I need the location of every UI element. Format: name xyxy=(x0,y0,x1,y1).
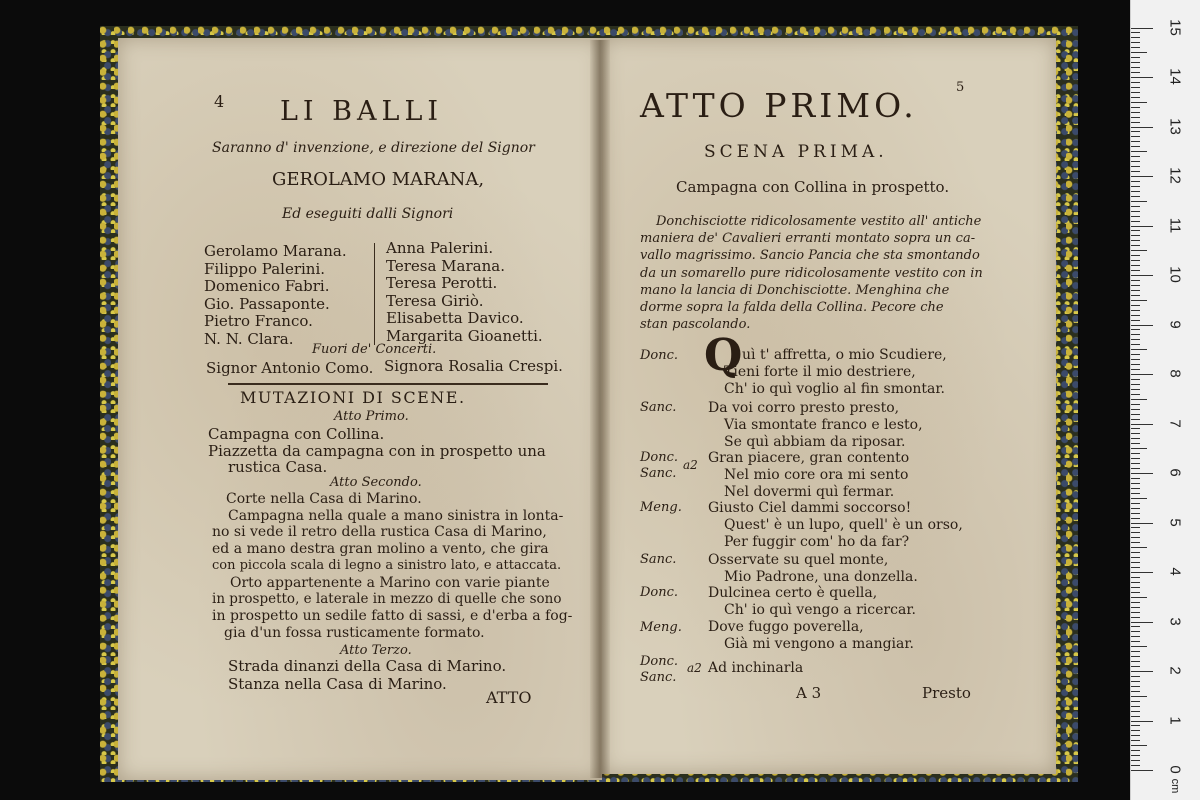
ruler-minor-tick xyxy=(1131,513,1140,514)
ruler-minor-tick xyxy=(1131,448,1147,449)
ruler-minor-tick xyxy=(1131,151,1147,152)
ruler-minor-tick xyxy=(1131,399,1147,400)
a2-marker: a2 xyxy=(687,661,702,675)
ruler-minor-tick xyxy=(1131,438,1140,439)
ruler-minor-tick xyxy=(1131,369,1140,370)
ruler-major-tick xyxy=(1131,424,1153,425)
verse-line: Ad inchinarla xyxy=(708,660,804,676)
ruler-minor-tick xyxy=(1131,750,1140,751)
ruler-label: 0 xyxy=(1166,765,1184,774)
scene-line: rustica Casa. xyxy=(228,458,328,476)
drop-cap: Q xyxy=(704,330,743,381)
ruler-minor-tick xyxy=(1131,359,1140,360)
ruler-minor-tick xyxy=(1131,651,1140,652)
verse-line: Giusto Ciel dammi soccorso! xyxy=(708,500,912,516)
scene-line: Piazzetta da campagna con in prospetto una xyxy=(208,441,546,460)
speaker-label: Donc. xyxy=(640,585,679,600)
ruler-minor-tick xyxy=(1131,488,1140,489)
scene-line: Campagna con Collina. xyxy=(208,425,385,443)
ruler-minor-tick xyxy=(1131,201,1147,202)
dancer-name: N. N. Clara. xyxy=(204,329,294,348)
ruler-minor-tick xyxy=(1131,542,1140,543)
ruler-minor-tick xyxy=(1131,166,1140,167)
ruler-label: 6 xyxy=(1166,468,1184,477)
ruler-minor-tick xyxy=(1131,235,1140,236)
ruler-minor-tick xyxy=(1131,117,1140,118)
ruler-minor-tick xyxy=(1131,537,1140,538)
ruler-minor-tick xyxy=(1131,428,1140,429)
ruler-minor-tick xyxy=(1131,458,1140,459)
ruler-minor-tick xyxy=(1131,349,1147,350)
ruler-minor-tick xyxy=(1131,245,1140,246)
ruler-minor-tick xyxy=(1131,552,1140,553)
dancer-name: Anna Palerini. xyxy=(386,239,494,257)
ruler-minor-tick xyxy=(1131,122,1140,123)
outside-concerts-heading: Fuori de' Concerti. xyxy=(312,342,437,357)
act-one-label: Atto Primo. xyxy=(334,409,409,424)
ruler-minor-tick xyxy=(1131,646,1147,647)
ruler-minor-tick xyxy=(1131,270,1140,271)
ruler-minor-tick xyxy=(1131,315,1140,316)
dancer-name: Gerolamo Marana. xyxy=(204,242,347,260)
dialogue-block xyxy=(708,619,914,653)
ruler-minor-tick xyxy=(1131,191,1140,192)
ruler-minor-tick xyxy=(1131,300,1147,301)
act-two-label: Atto Secondo. xyxy=(330,475,422,490)
ruler-minor-tick xyxy=(1131,557,1140,558)
ruler-minor-tick xyxy=(1131,280,1140,281)
ruler-label: 5 xyxy=(1166,517,1184,527)
ruler-minor-tick xyxy=(1131,656,1140,657)
stage-directions xyxy=(640,213,983,333)
ruler-minor-tick xyxy=(1131,582,1140,583)
ruler-minor-tick xyxy=(1131,161,1140,162)
ruler-label: 1 xyxy=(1166,715,1184,725)
direction-line: Donchisciotte ridicolosamente vestito all' antiche xyxy=(656,214,982,229)
left-catchword: ATTO xyxy=(486,688,532,707)
verse-line: Gran piacere, gran contento xyxy=(708,450,910,466)
direction-line: stan pascolando. xyxy=(640,317,751,333)
section-rule xyxy=(228,383,548,385)
ruler-minor-tick xyxy=(1131,32,1140,33)
dancer-name: Gio. Passaponte. xyxy=(204,294,330,313)
ruler-minor-tick xyxy=(1131,419,1140,420)
direction-line: da un somarello pure ridicolosamente vestito con in xyxy=(640,265,983,281)
scene-line: Stanza nella Casa di Marino. xyxy=(228,675,447,693)
dancers-right-column xyxy=(386,240,543,346)
dialogue-block xyxy=(724,347,947,398)
verse-line: Dulcinea certo è quella, xyxy=(708,585,878,601)
ruler-minor-tick xyxy=(1131,47,1140,48)
ruler-major-tick xyxy=(1131,770,1153,771)
speaker-label: Sanc. xyxy=(640,670,677,685)
ruler-minor-tick xyxy=(1131,587,1140,588)
performers-intro: Ed eseguiti dalli Signori xyxy=(282,206,454,222)
verse-line: Se quì abbiam da riposar. xyxy=(724,434,906,450)
ruler-minor-tick xyxy=(1131,171,1140,172)
ruler-label: 14 xyxy=(1166,68,1184,85)
scene-line: gia d'un fossa rusticamente formato. xyxy=(224,624,485,641)
measuring-ruler xyxy=(1130,0,1200,800)
verse-line: Nel mio core ora mi sento xyxy=(724,467,909,483)
ruler-minor-tick xyxy=(1131,230,1140,231)
outside-performer-left: Signor Antonio Como. xyxy=(206,359,374,377)
ruler-minor-tick xyxy=(1131,691,1140,692)
ruler-label: 8 xyxy=(1166,369,1184,378)
dancer-name: Domenico Fabri. xyxy=(204,277,330,296)
ruler-minor-tick xyxy=(1131,216,1140,217)
ruler-minor-tick xyxy=(1131,92,1140,93)
ruler-minor-tick xyxy=(1131,602,1140,603)
choreographer-name: GEROLAMO MARANA, xyxy=(272,169,485,190)
ruler-minor-tick xyxy=(1131,562,1140,563)
ruler-minor-tick xyxy=(1131,37,1140,38)
ruler-minor-tick xyxy=(1131,196,1140,197)
signature-mark: A 3 xyxy=(796,684,822,702)
verse-line: Ch' io quì vengo a ricercar. xyxy=(724,602,916,618)
ruler-label: 12 xyxy=(1166,167,1184,184)
ruler-major-tick xyxy=(1131,572,1153,573)
verse-line: Nel dovermi quì fermar. xyxy=(724,484,895,500)
speaker-label-pair xyxy=(640,654,678,686)
ruler-minor-tick xyxy=(1131,463,1140,464)
ruler-minor-tick xyxy=(1131,681,1140,682)
ruler-minor-tick xyxy=(1131,760,1140,761)
act-one-scenes xyxy=(208,426,546,476)
ruler-major-tick xyxy=(1131,127,1153,128)
dialogue-block xyxy=(708,400,923,451)
ruler-minor-tick xyxy=(1131,696,1147,697)
scene-setting: Campagna con Collina in prospetto. xyxy=(676,178,950,196)
speaker-label: Meng. xyxy=(640,500,682,515)
ruler-minor-tick xyxy=(1131,745,1147,746)
book-gutter xyxy=(590,40,610,778)
left-page-number: 4 xyxy=(214,92,225,111)
ruler-minor-tick xyxy=(1131,62,1140,63)
act-three-scenes xyxy=(228,657,506,693)
speaker-label: Sanc. xyxy=(640,552,677,567)
dancer-name: Teresa Giriò. xyxy=(386,291,484,310)
ruler-minor-tick xyxy=(1131,532,1140,533)
ruler-major-tick xyxy=(1131,176,1153,177)
ruler-minor-tick xyxy=(1131,206,1140,207)
ruler-minor-tick xyxy=(1131,112,1140,113)
ruler-major-tick xyxy=(1131,523,1153,524)
ruler-minor-tick xyxy=(1131,211,1140,212)
ruler-label: 2 xyxy=(1166,666,1184,675)
ruler-minor-tick xyxy=(1131,320,1140,321)
ruler-minor-tick xyxy=(1131,518,1140,519)
ruler-minor-tick xyxy=(1131,666,1140,667)
ruler-minor-tick xyxy=(1131,661,1140,662)
ruler-minor-tick xyxy=(1131,344,1140,345)
ruler-minor-tick xyxy=(1131,404,1140,405)
ruler-minor-tick xyxy=(1131,607,1140,608)
ruler-minor-tick xyxy=(1131,626,1140,627)
dancer-name: Margarita Gioanetti. xyxy=(386,326,543,345)
act-two-scenes xyxy=(212,491,572,641)
ruler-minor-tick xyxy=(1131,240,1140,241)
ruler-label: 3 xyxy=(1166,616,1184,626)
ruler-label: 13 xyxy=(1166,117,1184,135)
ruler-minor-tick xyxy=(1131,310,1140,311)
ruler-minor-tick xyxy=(1131,186,1140,187)
ruler-minor-tick xyxy=(1131,725,1140,726)
ruler-major-tick xyxy=(1131,226,1153,227)
ruler-minor-tick xyxy=(1131,740,1140,741)
ruler-minor-tick xyxy=(1131,394,1140,395)
ruler-minor-tick xyxy=(1131,716,1140,717)
scene-line: no si vede il retro della rustica Casa di Marino, xyxy=(212,524,547,541)
scene-line: Corte nella Casa di Marino. xyxy=(226,491,422,507)
ruler-minor-tick xyxy=(1131,384,1140,385)
scene-line: Orto appartenente a Marino con varie piante xyxy=(230,574,550,591)
ruler-minor-tick xyxy=(1131,597,1147,598)
ruler-minor-tick xyxy=(1131,290,1140,291)
ruler-minor-tick xyxy=(1131,730,1140,731)
ruler-major-tick xyxy=(1131,721,1153,722)
dialogue-block xyxy=(708,450,909,501)
verse-line: Da voi corro presto presto, xyxy=(708,400,900,416)
ruler-minor-tick xyxy=(1131,97,1140,98)
ruler-minor-tick xyxy=(1131,414,1140,415)
ruler-minor-tick xyxy=(1131,329,1140,330)
ruler-minor-tick xyxy=(1131,82,1140,83)
ruler-minor-tick xyxy=(1131,136,1140,137)
ruler-minor-tick xyxy=(1131,483,1140,484)
ruler-minor-tick xyxy=(1131,676,1140,677)
ruler-minor-tick xyxy=(1131,641,1140,642)
ruler-minor-tick xyxy=(1131,364,1140,365)
ruler-minor-tick xyxy=(1131,765,1140,766)
ruler-label: 9 xyxy=(1166,319,1184,329)
scene-changes-heading: MUTAZIONI DI SCENE. xyxy=(240,388,466,407)
ruler-minor-tick xyxy=(1131,334,1140,335)
ruler-minor-tick xyxy=(1131,735,1140,736)
ruler-minor-tick xyxy=(1131,711,1140,712)
verse-line: Osservate su quel monte, xyxy=(708,552,889,568)
ruler-major-tick xyxy=(1131,671,1153,672)
ruler-minor-tick xyxy=(1131,221,1140,222)
speaker-label: Donc. xyxy=(640,654,679,669)
verse-line: Già mi vengono a mangiar. xyxy=(724,636,914,652)
ruler-minor-tick xyxy=(1131,577,1140,578)
ruler-minor-tick xyxy=(1131,617,1140,618)
ruler-minor-tick xyxy=(1131,409,1140,410)
ruler-minor-tick xyxy=(1131,612,1140,613)
ruler-label: 11 xyxy=(1166,217,1184,233)
ruler-label: 7 xyxy=(1166,418,1184,428)
ruler-minor-tick xyxy=(1131,686,1140,687)
left-page-subtitle: Saranno d' invenzione, e direzione del Signor xyxy=(212,140,535,156)
ruler-major-tick xyxy=(1131,622,1153,623)
dancer-name: Teresa Perotti. xyxy=(386,274,498,293)
ruler-minor-tick xyxy=(1131,181,1140,182)
act-title: ATTO PRIMO. xyxy=(640,86,918,125)
scene-heading: SCENA PRIMA. xyxy=(704,142,888,162)
ruler-minor-tick xyxy=(1131,285,1140,286)
verse-line: Tieni forte il mio destriere, xyxy=(724,364,916,380)
ruler-label: 15 xyxy=(1166,18,1184,36)
right-page-number: 5 xyxy=(956,80,965,95)
ruler-major-tick xyxy=(1131,77,1153,78)
ruler-minor-tick xyxy=(1131,503,1140,504)
verse-line: Mio Padrone, una donzella. xyxy=(724,569,918,585)
verse-line: Ch' io quì voglio al fin smontar. xyxy=(724,381,945,397)
ruler-minor-tick xyxy=(1131,131,1140,132)
scene-line: in prospetto, e laterale in mezzo di quelle che sono xyxy=(212,591,562,608)
speaker-label: Sanc. xyxy=(640,400,677,415)
ruler-label: 10 xyxy=(1166,266,1184,283)
ruler-minor-tick xyxy=(1131,547,1147,548)
ruler-minor-tick xyxy=(1131,498,1147,499)
right-catchword: Presto xyxy=(922,684,971,702)
left-page-title: LI BALLI xyxy=(280,96,444,127)
ruler-minor-tick xyxy=(1131,493,1140,494)
ruler-minor-tick xyxy=(1131,156,1140,157)
dancers-left-column xyxy=(204,243,347,349)
dialogue-block xyxy=(708,500,963,551)
ruler-minor-tick xyxy=(1131,389,1140,390)
ruler-minor-tick xyxy=(1131,636,1140,637)
scene-line: con piccola scala di legno a sinistro lato, e attaccata. xyxy=(212,557,562,573)
speaker-label-pair xyxy=(640,450,678,482)
ruler-minor-tick xyxy=(1131,339,1140,340)
dialogue-block xyxy=(708,585,916,619)
ruler-minor-tick xyxy=(1131,141,1140,142)
column-divider xyxy=(374,243,375,345)
verse-line: Quest' è un lupo, quell' è un orso, xyxy=(724,517,963,533)
ruler-minor-tick xyxy=(1131,631,1140,632)
ruler-minor-tick xyxy=(1131,102,1147,103)
act-three-label: Atto Terzo. xyxy=(340,643,412,658)
ruler-minor-tick xyxy=(1131,433,1140,434)
ruler-minor-tick xyxy=(1131,354,1140,355)
scene-line: ed a mano destra gran molino a vento, che gira xyxy=(212,541,549,558)
ruler-minor-tick xyxy=(1131,443,1140,444)
a2-marker: a2 xyxy=(683,458,698,472)
ruler-minor-tick xyxy=(1131,250,1147,251)
ruler-minor-tick xyxy=(1131,72,1140,73)
dancer-name: Pietro Franco. xyxy=(204,312,313,331)
direction-line: mano la lancia di Donchisciotte. Menghina che xyxy=(640,282,950,298)
ruler-major-tick xyxy=(1131,325,1153,326)
ruler-minor-tick xyxy=(1131,478,1140,479)
ruler-minor-tick xyxy=(1131,255,1140,256)
ruler-minor-tick xyxy=(1131,146,1140,147)
scene-line: in prospetto un sedile fatto di sassi, e d'erba a fog- xyxy=(212,607,573,624)
speaker-label: Sanc. xyxy=(640,466,677,481)
verse-line: Dove fuggo poverella, xyxy=(708,619,864,635)
scene-line: Strada dinanzi della Casa di Marino. xyxy=(228,657,507,675)
ruler-minor-tick xyxy=(1131,379,1140,380)
ruler-major-tick xyxy=(1131,374,1153,375)
dancer-name: Elisabetta Davico. xyxy=(386,309,524,328)
ruler-major-tick xyxy=(1131,275,1153,276)
verse-line: uì t' affretta, o mio Scudiere, xyxy=(742,347,947,363)
verse-line: Per fuggir com' ho da far? xyxy=(724,534,910,550)
ruler-minor-tick xyxy=(1131,42,1140,43)
ruler-minor-tick xyxy=(1131,107,1140,108)
ruler-minor-tick xyxy=(1131,453,1140,454)
dialogue-block xyxy=(708,552,918,586)
ruler-minor-tick xyxy=(1131,468,1140,469)
speaker-label: Donc. xyxy=(640,348,679,363)
ruler-major-tick xyxy=(1131,28,1153,29)
ruler-major-tick xyxy=(1131,473,1153,474)
ruler-minor-tick xyxy=(1131,67,1140,68)
ruler-minor-tick xyxy=(1131,305,1140,306)
ruler-minor-tick xyxy=(1131,87,1140,88)
ruler-minor-tick xyxy=(1131,52,1147,53)
direction-line: maniera de' Cavalieri erranti montato sopra un ca- xyxy=(640,231,976,247)
verse-line: Via smontate franco e lesto, xyxy=(724,417,923,433)
ruler-minor-tick xyxy=(1131,706,1140,707)
scene-line: Campagna nella quale a mano sinistra in lonta- xyxy=(228,507,564,524)
direction-line: dorme sopra la falda della Collina. Pecore che xyxy=(640,300,944,316)
dancer-name: Teresa Marana. xyxy=(386,256,505,275)
ruler-minor-tick xyxy=(1131,567,1140,568)
direction-line: vallo magrissimo. Sancio Pancia che sta smontando xyxy=(640,248,980,264)
ruler-unit-label: cm xyxy=(1169,778,1181,794)
outside-performer-right: Signora Rosalia Crespi. xyxy=(384,357,563,375)
speaker-label: Meng. xyxy=(640,620,682,635)
dancer-name: Filippo Palerini. xyxy=(204,259,326,278)
ruler-minor-tick xyxy=(1131,508,1140,509)
ruler-minor-tick xyxy=(1131,527,1140,528)
speaker-label: Donc. xyxy=(640,450,679,465)
ruler-minor-tick xyxy=(1131,755,1140,756)
ruler-minor-tick xyxy=(1131,265,1140,266)
ruler-minor-tick xyxy=(1131,592,1140,593)
ruler-label: 4 xyxy=(1166,567,1184,576)
ruler-minor-tick xyxy=(1131,260,1140,261)
ruler-minor-tick xyxy=(1131,57,1140,58)
ruler-minor-tick xyxy=(1131,701,1140,702)
ruler-minor-tick xyxy=(1131,295,1140,296)
